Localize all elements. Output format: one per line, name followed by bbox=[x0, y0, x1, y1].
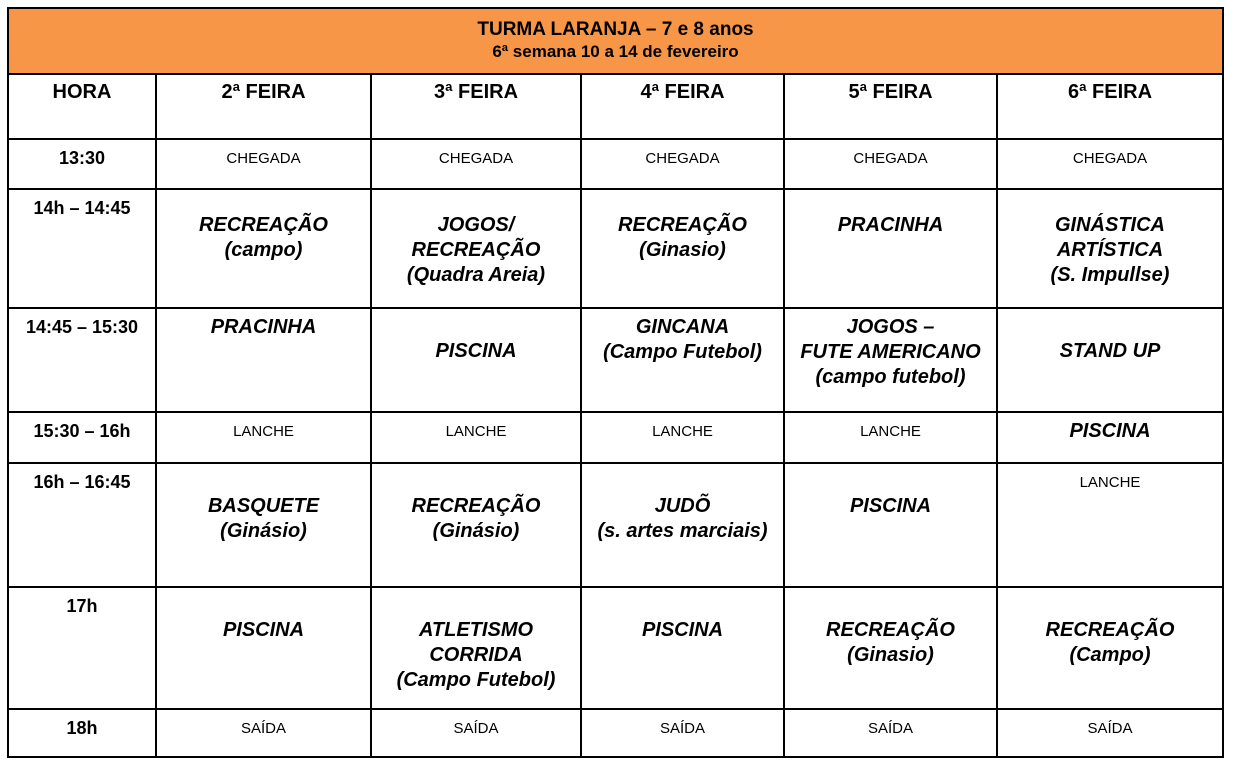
activity-line: PRACINHA bbox=[210, 316, 317, 338]
schedule-row bbox=[8, 587, 1223, 709]
activity-line: (campo futebol) bbox=[815, 366, 966, 388]
column-header-terca: 3ª FEIRA bbox=[371, 74, 581, 139]
schedule-subtitle: 6ª semana 10 a 14 de fevereiro bbox=[492, 42, 739, 61]
routine-cell bbox=[581, 709, 784, 757]
activity-cell bbox=[371, 308, 581, 412]
activity-line: (Ginasio) bbox=[639, 239, 726, 261]
activity-line: LANCHE bbox=[445, 423, 507, 440]
activity-line: PRACINHA bbox=[837, 214, 944, 236]
activity-cell bbox=[371, 587, 581, 709]
column-header-quinta: 5ª FEIRA bbox=[784, 74, 997, 139]
activity-line: CHEGADA bbox=[853, 150, 928, 167]
activity-line: RECREAÇÃO bbox=[411, 239, 541, 261]
activity-line: CHEGADA bbox=[438, 150, 514, 167]
activity-line: LANCHE bbox=[652, 423, 713, 440]
activity-cell bbox=[997, 412, 1223, 463]
schedule-row bbox=[8, 308, 1223, 412]
routine-cell bbox=[156, 412, 371, 463]
schedule-table bbox=[7, 7, 1224, 758]
activity-line: BASQUETE bbox=[207, 495, 320, 517]
activity-line: RECREAÇÃO bbox=[199, 214, 328, 236]
schedule-header bbox=[8, 8, 1223, 74]
activity-line: SAÍDA bbox=[453, 720, 499, 737]
activity-line: (Ginásio) bbox=[220, 520, 307, 542]
activity-line: (Ginásio) bbox=[432, 520, 520, 542]
activity-cell bbox=[581, 308, 784, 412]
routine-cell bbox=[371, 412, 581, 463]
activity-line: SAÍDA bbox=[240, 720, 286, 737]
activity-cell bbox=[997, 587, 1223, 709]
activity-cell bbox=[581, 463, 784, 587]
activity-line: RECREAÇÃO bbox=[411, 495, 541, 517]
activity-line: PISCINA bbox=[435, 340, 517, 362]
activity-line: SAÍDA bbox=[659, 720, 705, 737]
column-header-quarta: 4ª FEIRA bbox=[581, 74, 784, 139]
routine-cell bbox=[581, 139, 784, 189]
activity-cell bbox=[371, 189, 581, 308]
activity-cell bbox=[581, 587, 784, 709]
activity-line: LANCHE bbox=[860, 423, 921, 440]
activity-line: JOGOS – bbox=[846, 316, 935, 338]
activity-line: FUTE AMERICANO bbox=[800, 341, 981, 363]
activity-line: CHEGADA bbox=[1072, 150, 1148, 167]
time-cell: 16h – 16:45 bbox=[8, 463, 156, 587]
activity-line: LANCHE bbox=[1079, 474, 1141, 491]
time-cell: 17h bbox=[8, 587, 156, 709]
schedule-row bbox=[8, 709, 1223, 757]
activity-line: PISCINA bbox=[1069, 420, 1151, 442]
activity-cell bbox=[997, 189, 1223, 308]
activity-cell bbox=[156, 463, 371, 587]
activity-line: GINCANA bbox=[635, 316, 730, 338]
activity-cell bbox=[371, 463, 581, 587]
activity-line: RECREAÇÃO bbox=[826, 619, 955, 641]
activity-cell bbox=[784, 308, 997, 412]
activity-cell bbox=[581, 189, 784, 308]
activity-line: (Ginasio) bbox=[847, 644, 934, 666]
activity-line: SAÍDA bbox=[867, 720, 913, 737]
activity-cell bbox=[784, 463, 997, 587]
activity-cell bbox=[784, 587, 997, 709]
activity-cell bbox=[156, 308, 371, 412]
activity-line: SAÍDA bbox=[1087, 720, 1133, 737]
activity-line: PISCINA bbox=[849, 495, 932, 517]
activity-line: STAND UP bbox=[1059, 340, 1161, 362]
activity-line: CORRIDA bbox=[429, 644, 523, 666]
schedule-row bbox=[8, 463, 1223, 587]
activity-line: CHEGADA bbox=[645, 150, 720, 167]
activity-line: RECREAÇÃO bbox=[1045, 619, 1175, 641]
activity-cell bbox=[997, 308, 1223, 412]
routine-cell bbox=[997, 139, 1223, 189]
routine-cell bbox=[784, 709, 997, 757]
activity-line: (Campo Futebol) bbox=[603, 341, 762, 363]
activity-line: JOGOS/ bbox=[437, 214, 515, 236]
activity-cell bbox=[784, 189, 997, 308]
activity-line: LANCHE bbox=[233, 423, 294, 440]
routine-cell bbox=[581, 412, 784, 463]
routine-cell bbox=[371, 139, 581, 189]
column-header-hora: HORA bbox=[8, 74, 156, 139]
routine-cell bbox=[997, 709, 1223, 757]
activity-cell bbox=[156, 189, 371, 308]
activity-line: ATLETISMO bbox=[418, 619, 534, 641]
time-cell: 15:30 – 16h bbox=[8, 412, 156, 463]
activity-line: (Campo) bbox=[1069, 644, 1151, 666]
schedule-title: TURMA LARANJA – 7 e 8 anos bbox=[477, 19, 754, 40]
activity-line: GINÁSTICA bbox=[1055, 214, 1165, 236]
schedule-row bbox=[8, 139, 1223, 189]
routine-cell bbox=[784, 139, 997, 189]
routine-cell bbox=[997, 463, 1223, 587]
column-header-row bbox=[8, 74, 1223, 139]
schedule-row bbox=[8, 412, 1223, 463]
time-cell: 14h – 14:45 bbox=[8, 189, 156, 308]
activity-line: PISCINA bbox=[641, 619, 724, 641]
routine-cell bbox=[371, 709, 581, 757]
schedule-row bbox=[8, 189, 1223, 308]
activity-line: (Campo Futebol) bbox=[396, 669, 556, 691]
activity-line: (Quadra Areia) bbox=[406, 264, 546, 286]
activity-line: (campo) bbox=[224, 239, 303, 261]
routine-cell bbox=[156, 709, 371, 757]
activity-line: (S. Impullse) bbox=[1050, 264, 1170, 286]
time-cell: 14:45 – 15:30 bbox=[8, 308, 156, 412]
routine-cell bbox=[784, 412, 997, 463]
activity-line: ARTÍSTICA bbox=[1056, 239, 1164, 261]
time-cell: 18h bbox=[8, 709, 156, 757]
routine-cell bbox=[156, 139, 371, 189]
activity-line: CHEGADA bbox=[226, 150, 301, 167]
time-cell: 13:30 bbox=[8, 139, 156, 189]
column-header-sexta: 6ª FEIRA bbox=[997, 74, 1223, 139]
activity-line: PISCINA bbox=[222, 619, 305, 641]
column-header-segunda: 2ª FEIRA bbox=[156, 74, 371, 139]
activity-line: RECREAÇÃO bbox=[618, 214, 747, 236]
activity-line: JUDÕ bbox=[654, 495, 711, 517]
activity-cell bbox=[156, 587, 371, 709]
activity-line: (s. artes marciais) bbox=[597, 520, 768, 542]
